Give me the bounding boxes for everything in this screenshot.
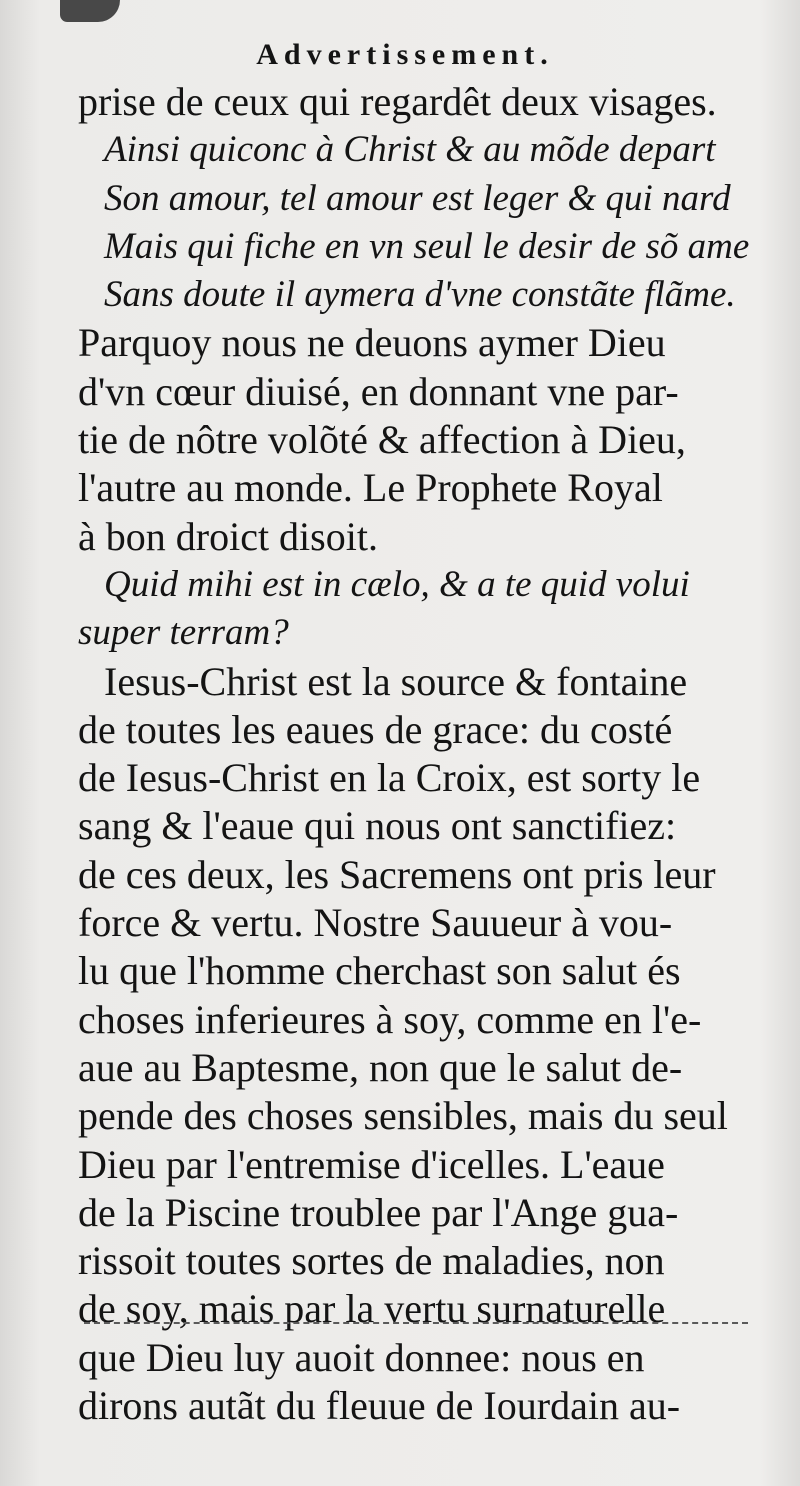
text-line: d'vn cœur diuisé, en donnant vne par- xyxy=(78,368,679,414)
text-line: lu que l'homme cherchast son salut és xyxy=(78,948,681,994)
text-line: de toutes les eaues de grace: du costé xyxy=(78,706,673,752)
text-line: Parquoy nous ne deuons aymer Dieu xyxy=(78,320,666,366)
text-line: que Dieu luy auoit donnee: nous en xyxy=(78,1334,645,1380)
text-line: choses inferieures à soy, comme en l'e- xyxy=(78,996,702,1042)
text-line: l'autre au monde. Le Prophete Royal xyxy=(78,465,663,511)
text-line: de ces deux, les Sacremens ont pris leur xyxy=(78,851,716,897)
verse-line: Quid mihi est in cælo, & a te quid volui xyxy=(104,563,690,605)
text-line: rissoit toutes sortes de maladies, non xyxy=(78,1238,665,1284)
page-bottom-rule xyxy=(84,1322,748,1324)
text-line: tie de nôtre volõté & affection à Dieu, xyxy=(78,417,686,463)
scan-artifact xyxy=(60,0,120,22)
verse-line: super terram? xyxy=(78,612,289,654)
text-line: prise de ceux qui regardêt deux visages. xyxy=(78,79,717,124)
text-line: force & vertu. Nostre Sauueur à vou- xyxy=(78,900,673,946)
text-line: dirons autãt du fleuue de Iourdain au- xyxy=(78,1383,681,1429)
verse-line: Mais qui fiche en vn seul le desir de sõ ame xyxy=(104,225,750,267)
verse-line: Son amour, tel amour est leger & qui nard xyxy=(104,177,731,219)
text-line: pende des choses sensibles, mais du seul xyxy=(78,1093,728,1139)
body-text xyxy=(78,78,768,1430)
running-header: Advertissement. xyxy=(256,38,554,71)
text-line: sang & l'eaue qui nous ont sanctifiez: xyxy=(78,803,677,849)
text-line: Dieu par l'entremise d'icelles. L'eaue xyxy=(78,1141,665,1187)
text-line: aue au Baptesme, non que le salut de- xyxy=(78,1044,683,1090)
text-line: de soy, mais par la vertu surnaturelle xyxy=(78,1286,666,1332)
verse-line: Ainsi quiconc à Christ & au mõde depart xyxy=(104,129,716,171)
text-line: Iesus-Christ est la source & fontaine xyxy=(104,658,688,704)
text-line: à bon droict disoit. xyxy=(78,513,378,559)
verse-line: Sans doute il aymera d'vne constãte flãme. xyxy=(104,274,736,316)
text-line: de la Piscine troublee par l'Ange gua- xyxy=(78,1189,679,1235)
text-line: de Iesus-Christ en la Croix, est sorty le xyxy=(78,755,701,801)
